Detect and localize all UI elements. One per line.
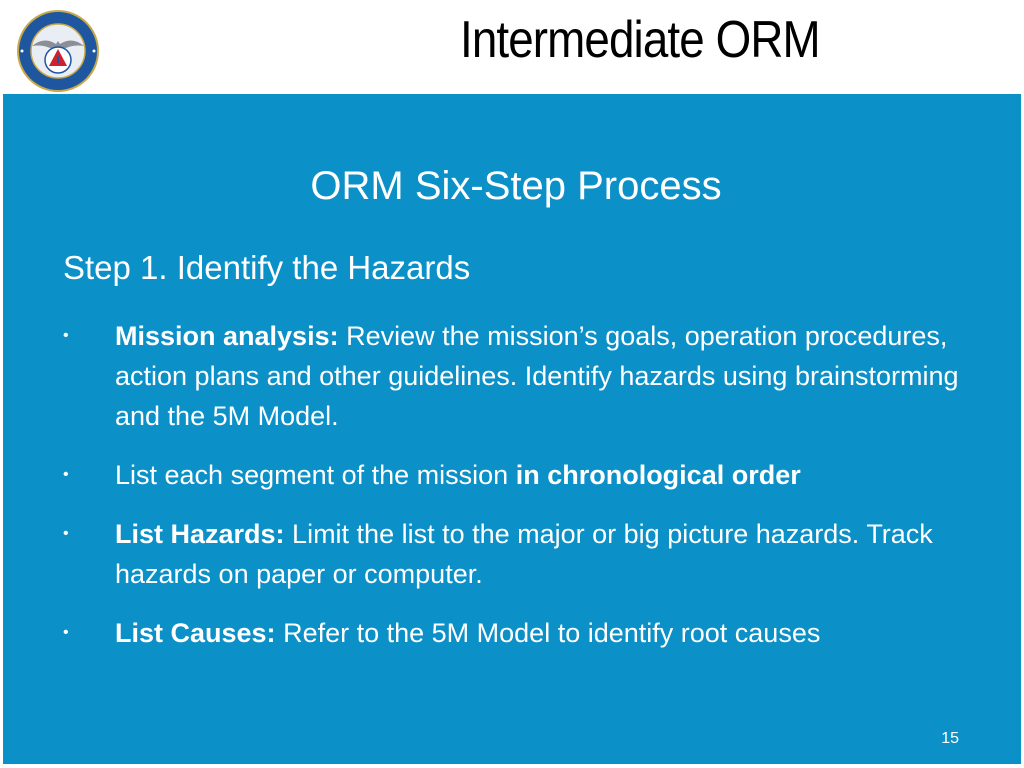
bullet-item-segments	[63, 455, 993, 495]
bullet-emphasis: in chronological order	[515, 460, 801, 490]
bullet-icon: •	[63, 525, 69, 542]
page-number: 15	[941, 730, 959, 747]
bullet-text: List each segment of the mission	[115, 460, 516, 490]
civil-air-patrol-seal-icon	[8, 8, 108, 94]
step-heading: Step 1. Identify the Hazards	[63, 249, 471, 286]
section-subtitle: ORM Six-Step Process	[310, 164, 722, 208]
bullet-item-list-causes	[63, 613, 993, 653]
bullet-list	[63, 316, 993, 672]
bullet-text: Limit the list to the major or big picture hazards. Track hazards on paper or computer.	[115, 519, 933, 589]
bullet-icon: •	[63, 327, 69, 344]
bullet-lead: Mission analysis:	[115, 321, 339, 351]
bullet-icon: •	[63, 624, 69, 641]
bullet-icon: •	[63, 466, 69, 483]
bullet-text: Review the mission’s goals, operation procedures, action plans and other guidelines. Identify hazards using brainstorming and the 5M Model.	[115, 321, 959, 431]
slide-header	[0, 0, 1024, 94]
bullet-lead: List Hazards:	[115, 519, 285, 549]
bullet-text: Refer to the 5M Model to identify root causes	[275, 618, 821, 648]
slide-title: Intermediate ORM	[460, 11, 820, 69]
content-panel	[3, 94, 1021, 764]
bullet-item-list-hazards	[63, 514, 993, 594]
bullet-item-mission-analysis	[63, 316, 993, 436]
bullet-lead: List Causes:	[115, 618, 276, 648]
